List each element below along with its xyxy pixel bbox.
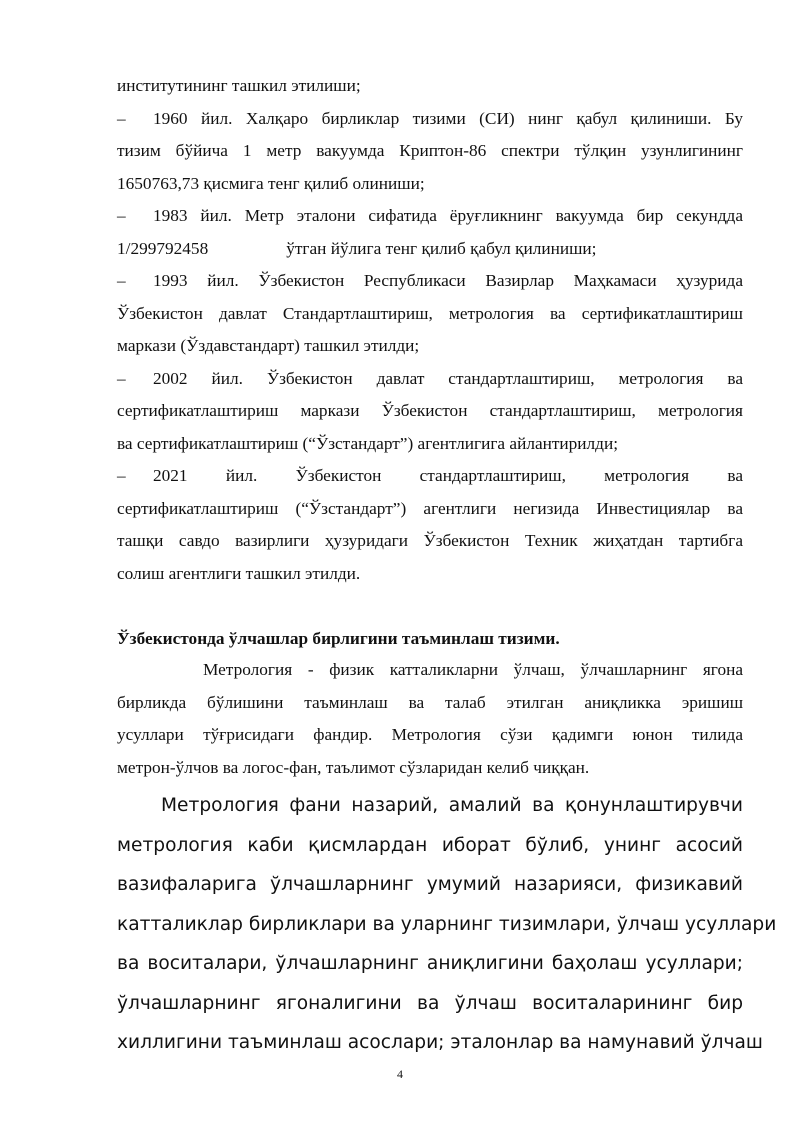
text-line: усуллари тўғрисидаги фандир. Метрология сўзи қадимги юнон тилида (117, 725, 743, 744)
text-line: 1650763,73 қисмига тенг қилиб олиниши; (117, 173, 425, 193)
text-line: Ўзбекистон давлат Стандартлаштириш, метрология ва сертификатлаштириш (117, 303, 743, 323)
text-line: тизим бўйича 1 метр вакуумда Криптон-86 спектри тўлқин узунлигининг (117, 141, 743, 160)
text-line: сертификатлаштириш маркази Ўзбекистон стандартлаштириш, метрология (117, 401, 743, 420)
fraction-value: 1/299792458 (117, 238, 209, 258)
text-line: бирликда бўлишини таъминлаш ва талаб этилган аниқликка эришиш (117, 692, 743, 712)
section-heading: Ўзбекистонда ўлчашлар бирлигини таъминлаш тизими. (117, 629, 560, 648)
page-number: 4 (397, 1067, 403, 1081)
metrology-paragraph (117, 786, 777, 1063)
text-line: вазифаларига ўлчашларнинг умумий назарияси, физикавий (117, 874, 743, 895)
list-item-1983 (117, 200, 743, 233)
dash-bullet: – (117, 368, 126, 388)
text-line (117, 233, 743, 266)
list-item-2002 (117, 363, 743, 396)
dash-bullet: – (117, 271, 126, 290)
definition-paragraph (117, 654, 743, 784)
text-line: маркази (Ўздавстандарт) ташкил этилди; (117, 336, 420, 355)
text-line: хиллигини таъминлаш асослари; эталонлар ва намунавий ўлчаш (117, 1032, 763, 1053)
list-item-text: 1993 йил. Ўзбекистон Республикаси Вазирлар Маҳкамаси ҳузурида (153, 271, 743, 290)
text-line: катталиклар бирликлари ва уларнинг тизимлари, ўлчаш усуллари (117, 913, 777, 935)
list-item-1993 (117, 265, 743, 298)
dash-bullet: – (117, 466, 126, 485)
text-line: ташқи савдо вазирлиги ҳузуридаги Ўзбекистон Техник жиҳатдан тартибга (117, 531, 743, 550)
text-line: Метрология фани назарий, амалий ва қонунлаштирувчи (161, 795, 743, 816)
list-item-text: 1960 йил. Халқаро бирликлар тизими (СИ) нинг қабул қилиниши. Бу (153, 108, 743, 128)
list-item-text: 1983 йил. Метр эталони сифатида ёруғликнинг вакуумда бир секундда (153, 206, 743, 225)
text-fragment: ўтган йўлига тенг қилиб қабул қилиниши; (286, 238, 597, 258)
text-line: ўлчашларнинг ягоналигини ва ўлчаш воситаларининг бир (117, 992, 743, 1014)
text-line: ва воситалари, ўлчашларнинг аниқлигини баҳолаш усуллари; (117, 953, 743, 974)
text-line: метрон-ўлчов ва логос-фан, таълимот сўзларидан келиб чиққан. (117, 757, 590, 777)
text-line: Метрология - физик катталикларни ўлчаш, ўлчашларнинг ягона (203, 660, 743, 679)
dash-bullet: – (117, 108, 126, 128)
text-line: институтининг ташкил этилиши; (117, 76, 361, 95)
list-item-text: 2021 йил. Ўзбекистон стандартлаштириш, метрология ва (153, 466, 743, 485)
text-line: ва сертификатлаштириш (“Ўзстандарт”) агентлигига айлантирилди; (117, 433, 619, 453)
document-body (117, 70, 743, 590)
text-line: метрология каби қисмлардан иборат бўлиб, унинг асосий (117, 834, 743, 856)
list-item-2021 (117, 460, 743, 493)
list-item-text: 2002 йил. Ўзбекистон давлат стандартлаштириш, метрология ва (153, 368, 743, 388)
list-item-1960 (117, 103, 743, 136)
text-line: сертификатлаштириш (“Ўзстандарт”) агентлиги негизида Инвестициялар ва (117, 498, 743, 518)
dash-bullet: – (117, 206, 126, 225)
text-line: солиш агентлиги ташкил этилди. (117, 563, 361, 583)
